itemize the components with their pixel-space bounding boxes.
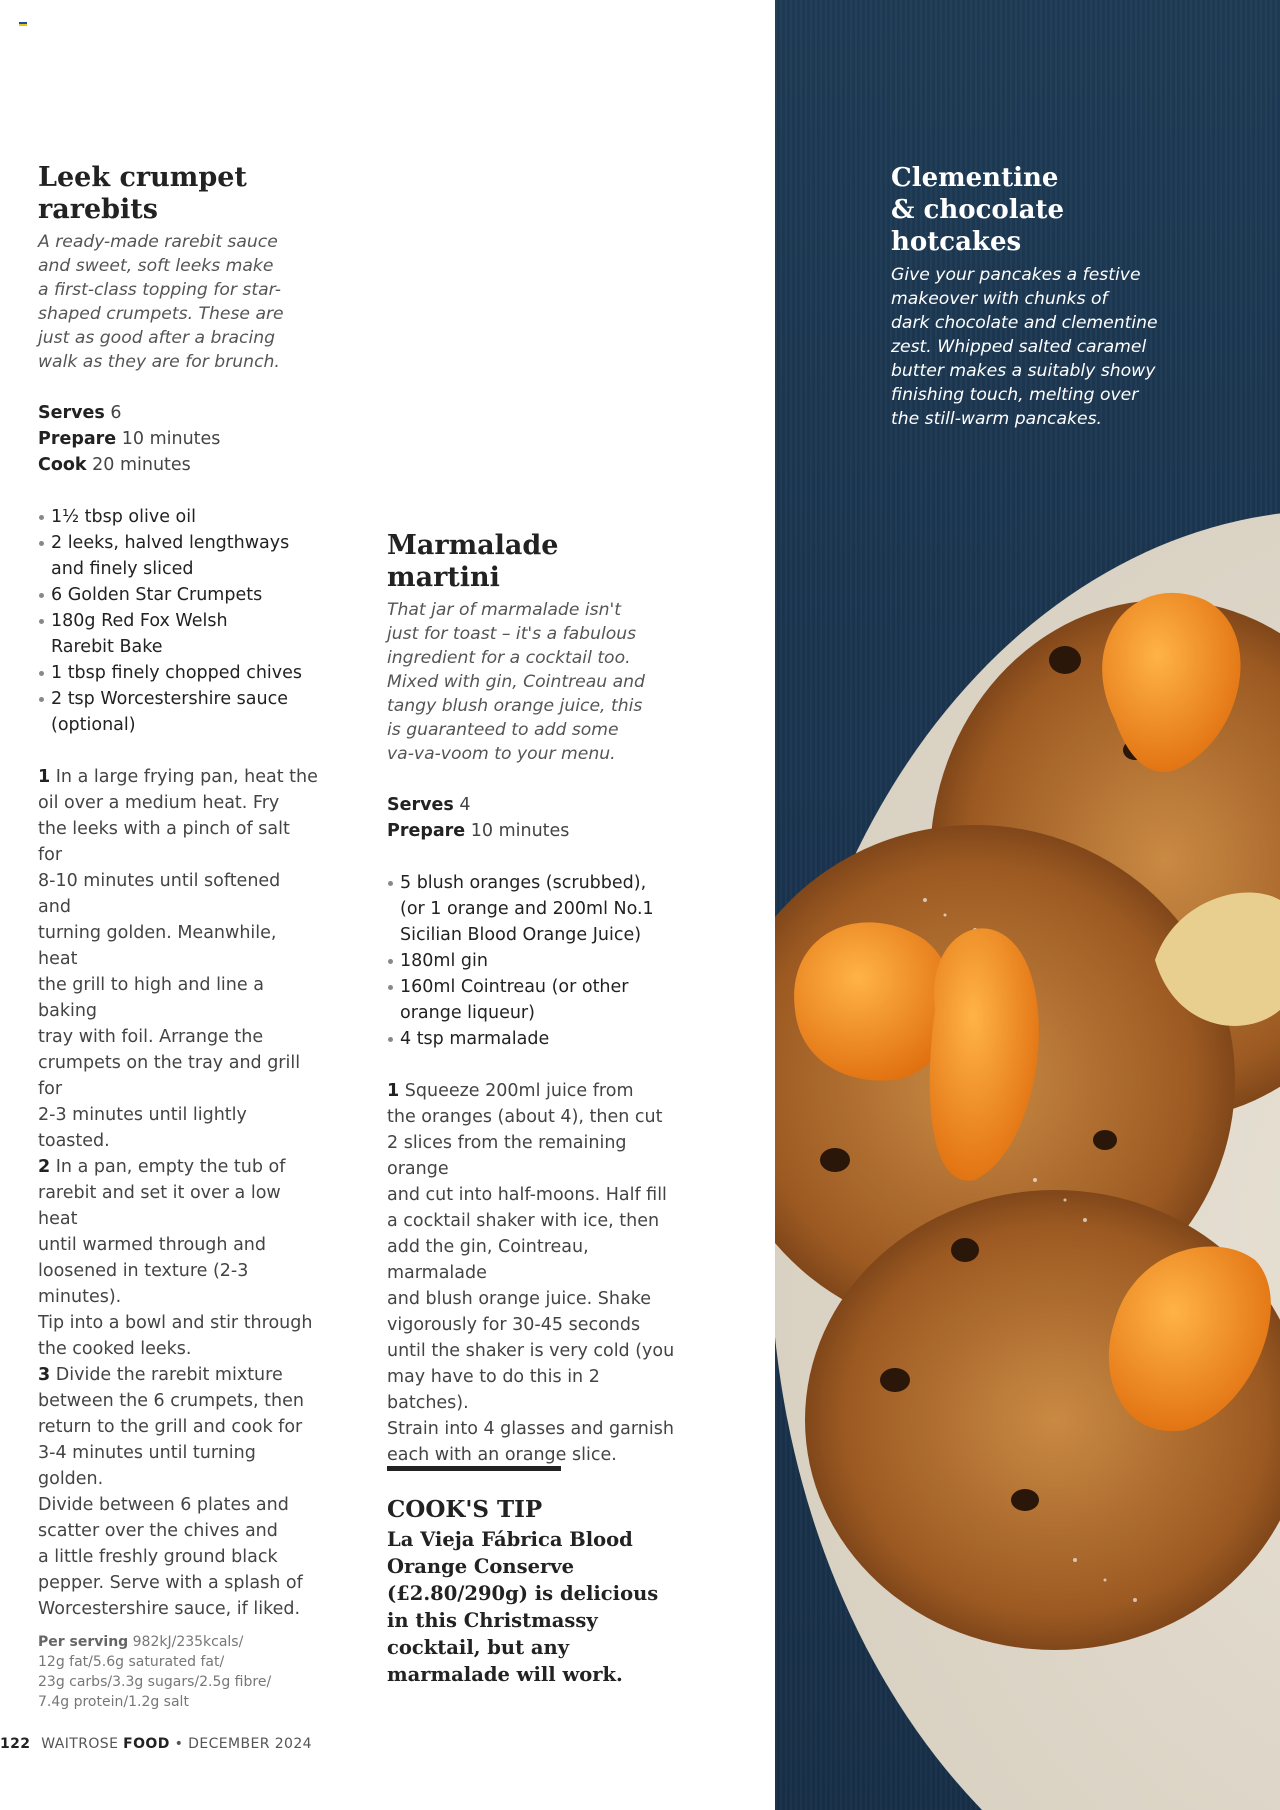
prepare-label: Prepare <box>387 821 466 841</box>
step-text: Divide the rarebit mixture between the 6 crumpets, then return to the grill and cook for 3-4 minutes until turning golden. Divide between 6 plates and scatter over the chives and a little freshly ground black pepper. Serve with a splash of Worcestershire sauce, if liked. <box>38 1365 304 1619</box>
recipe-meta <box>38 400 318 478</box>
method-step <box>38 1362 318 1622</box>
ingredient-list <box>387 870 687 1052</box>
brand-food: FOOD <box>123 1736 170 1752</box>
ingredient-list <box>38 504 318 738</box>
method <box>387 1078 687 1468</box>
ingredient-item: 180g Red Fox Welsh Rarebit Bake <box>38 608 318 660</box>
recipe-title: Leek crumpet rarebits <box>38 162 247 225</box>
prepare-label: Prepare <box>38 429 117 449</box>
cook-line <box>38 452 318 478</box>
footer-separator: • <box>174 1736 184 1752</box>
recipe-title: Marmalade martini <box>387 530 559 593</box>
ingredient-item: 2 tsp Worcestershire sauce (optional) <box>38 686 318 738</box>
cooks-tip-text: La Vieja Fábrica Blood Orange Conserve (£2.80/290g) is delicious in this Christmassy cocktail, but any marmalade will work. <box>387 1528 659 1686</box>
step-text: In a large frying pan, heat the oil over a medium heat. Fry the leeks with a pinch of salt for 8-10 minutes until softened and turning golden. Meanwhile, heat the grill to high and line a baking tray with foil. Arrange the crumpets on the tray and grill for 2-3 minutes until lightly toasted. <box>38 767 318 1151</box>
serves-value: 4 <box>459 795 471 815</box>
ingredient-item: 160ml Cointreau (or other orange liqueur) <box>387 974 687 1026</box>
hotcakes-photo <box>775 0 1280 1810</box>
serves-value: 6 <box>110 403 122 423</box>
method-step <box>38 764 318 1154</box>
issue-date: DECEMBER 2024 <box>188 1736 312 1752</box>
corner-mark <box>19 22 27 28</box>
ingredient-item: 1 tbsp finely chopped chives <box>38 660 318 686</box>
cook-value: 20 minutes <box>92 455 191 475</box>
prepare-line <box>38 426 318 452</box>
serves-line <box>387 792 687 818</box>
recipe-leek-crumpet-rarebits <box>38 162 318 1712</box>
ingredient-item: 1½ tbsp olive oil <box>38 504 318 530</box>
prepare-line <box>387 818 687 844</box>
step-number: 1 <box>38 767 51 787</box>
step-number: 2 <box>38 1157 51 1177</box>
nutrition-label: Per serving <box>38 1634 129 1650</box>
nutrition-text: 982kJ/235kcals/ 12g fat/5.6g saturated fat/ 23g carbs/3.3g sugars/2.5g fibre/ 7.4g protein/1.2g salt <box>38 1634 272 1710</box>
prepare-value: 10 minutes <box>470 821 570 841</box>
method-step <box>38 1154 318 1362</box>
recipe-intro: Give your pancakes a festive makeover with chunks of dark chocolate and clementine zest. Whipped salted caramel butter makes a suitably showy finishing touch, melting over the still-warm pancakes. <box>891 265 1158 429</box>
ingredient-item: 2 leeks, halved lengthways and finely sliced <box>38 530 318 582</box>
page-footer <box>0 1736 312 1752</box>
prepare-value: 10 minutes <box>121 429 221 449</box>
step-text: Squeeze 200ml juice from the oranges (about 4), then cut 2 slices from the remaining orange and cut into half-moons. Half fill a cocktail shaker with ice, then add the gin, Cointreau, marmalade and blush orange juice. Shake vigorously for 30-45 seconds until the shaker is very cold (you may have to do this in 2 batches). Strain into 4 glasses and garnish each with an orange slice. <box>387 1081 675 1465</box>
method-step <box>387 1078 687 1468</box>
cooks-tip-rule <box>387 1466 561 1471</box>
cook-label: Cook <box>38 455 87 475</box>
ingredient-item: 4 tsp marmalade <box>387 1026 687 1052</box>
nutrition-info <box>38 1632 318 1712</box>
recipe-meta <box>387 792 687 844</box>
ingredient-item: 180ml gin <box>387 948 687 974</box>
serves-line <box>38 400 318 426</box>
step-text: In a pan, empty the tub of rarebit and set it over a low heat until warmed through and loosened in texture (2-3 minutes). Tip into a bowl and stir through the cooked leeks. <box>38 1157 313 1359</box>
page-number: 122 <box>0 1736 31 1752</box>
serves-label: Serves <box>38 403 105 423</box>
serves-label: Serves <box>387 795 454 815</box>
recipe-intro: A ready-made rarebit sauce and sweet, soft leeks make a first-class topping for star- shaped crumpets. These are just as good after a bracing walk as they are for brunch. <box>38 232 284 372</box>
recipe-intro: That jar of marmalade isn't just for toast – it's a fabulous ingredient for a cocktail too. Mixed with gin, Cointreau and tangy blush orange juice, this is guaranteed to add some va-va-voom to your menu. <box>387 600 645 764</box>
method <box>38 764 318 1622</box>
brand-name: WAITROSE <box>41 1736 119 1752</box>
cooks-tip-title: COOK'S TIP <box>387 1496 543 1523</box>
step-number: 3 <box>38 1365 51 1385</box>
step-number: 1 <box>387 1081 400 1101</box>
recipe-marmalade-martini <box>387 530 687 1468</box>
ingredient-item: 5 blush oranges (scrubbed), (or 1 orange and 200ml No.1 Sicilian Blood Orange Juice) <box>387 870 687 948</box>
recipe-title: Clementine & chocolate hotcakes <box>891 163 1065 257</box>
ingredient-item: 6 Golden Star Crumpets <box>38 582 318 608</box>
